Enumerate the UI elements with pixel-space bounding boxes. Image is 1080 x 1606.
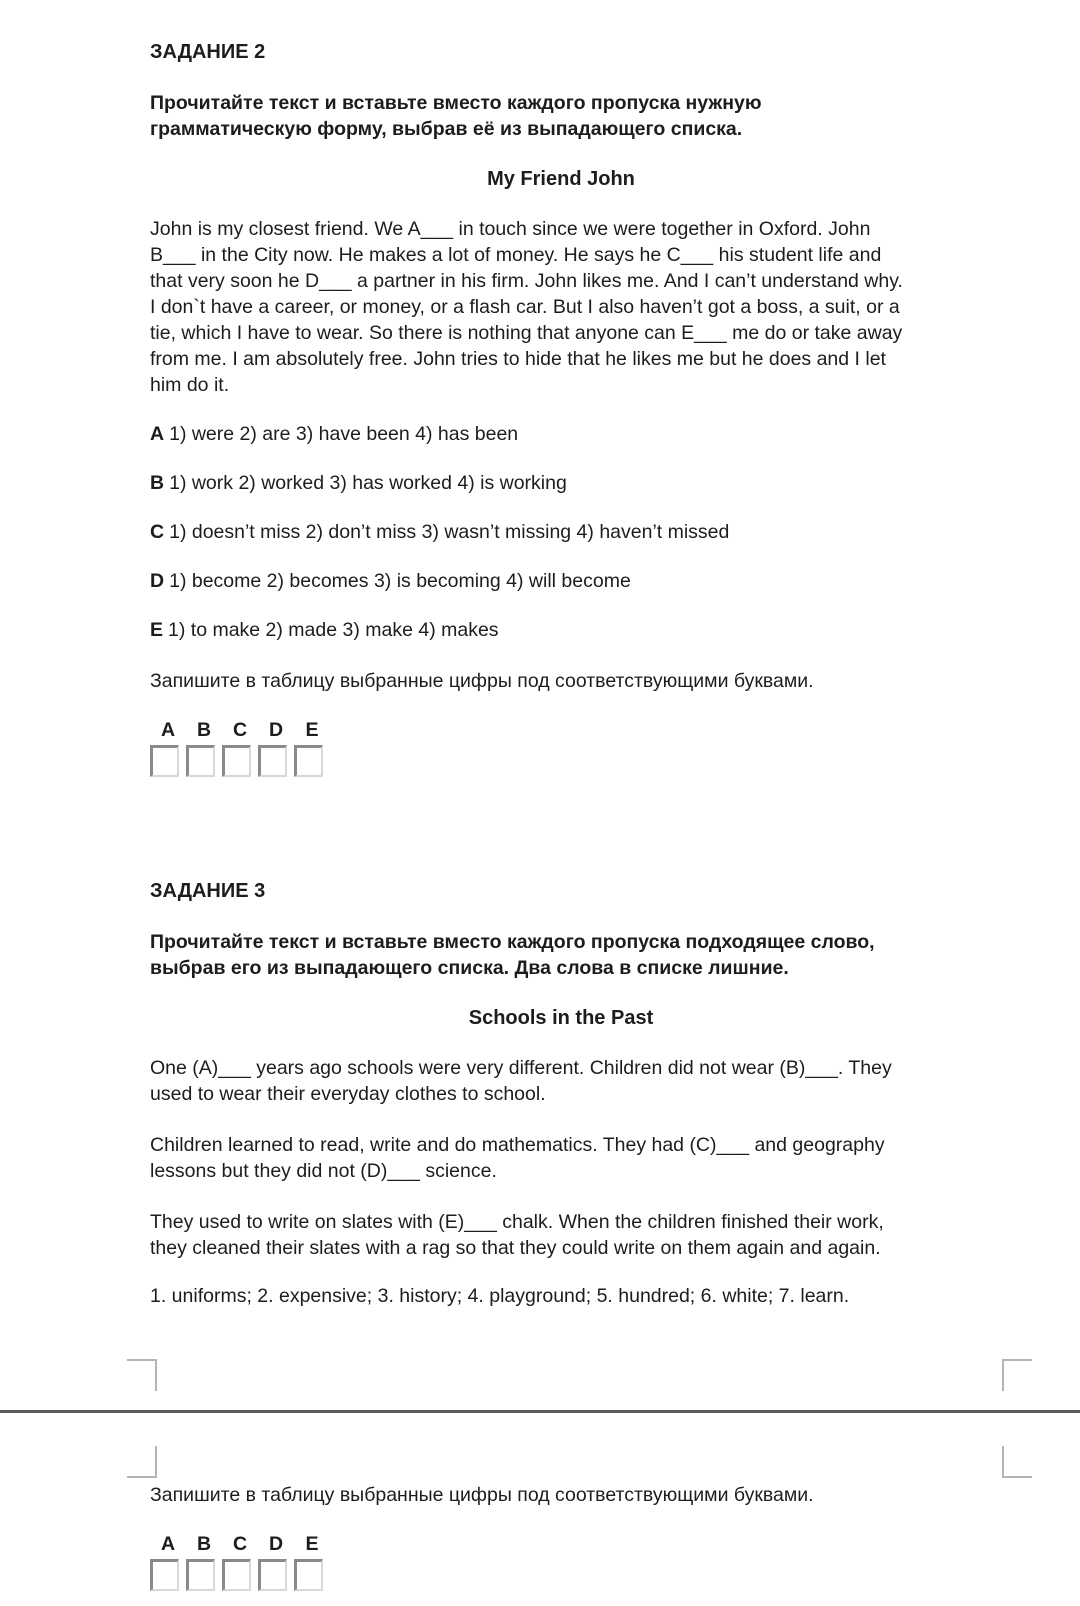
- task2-title: ЗАДАНИЕ 2: [150, 41, 266, 63]
- option-row-a: [150, 421, 972, 447]
- answer-letters-row: [150, 719, 972, 742]
- page-corner-mark: [1002, 1359, 1032, 1391]
- text-line: they cleaned their slates with a rag so that they could write on them again and again.: [150, 1237, 881, 1259]
- task2-answer-box-a[interactable]: [150, 745, 179, 777]
- task2-text-title: My Friend John: [487, 168, 635, 190]
- option-choices: 1) were 2) are 3) have been 4) has been: [169, 423, 519, 445]
- page1-content: [150, 0, 972, 1309]
- text-line: used to wear their everyday clothes to school.: [150, 1083, 546, 1105]
- task2-answer-table: [150, 719, 972, 777]
- task2-note: Запишите в таблицу выбранные цифры под соответствующими буквами.: [150, 670, 814, 692]
- task3-answer-box-e[interactable]: [294, 1559, 323, 1591]
- task3-answer-box-d[interactable]: [258, 1559, 287, 1591]
- task3-note: Запишите в таблицу выбранные цифры под соответствующими буквами.: [150, 1484, 814, 1506]
- option-choices: 1) doesn’t miss 2) don’t miss 3) wasn’t missing 4) haven’t missed: [169, 521, 730, 543]
- task2-answer-box-d[interactable]: [258, 745, 287, 777]
- option-row-c: [150, 519, 972, 545]
- task3-word-list: 1. uniforms; 2. expensive; 3. history; 4. playground; 5. hundred; 6. white; 7. learn.: [150, 1285, 850, 1307]
- answer-letter-e: E: [305, 1533, 319, 1555]
- task2-section: [150, 40, 972, 777]
- instruction-line: выбрав его из выпадающего списка. Два слова в списке лишние.: [150, 957, 789, 979]
- text-line: tie, which I have to wear. So there is nothing that anyone can E___ me do or take away: [150, 322, 903, 344]
- task3-answer-box-a[interactable]: [150, 1559, 179, 1591]
- text-line: Children learned to read, write and do mathematics. They had (C)___ and geography: [150, 1134, 885, 1156]
- text-line: One (A)___ years ago schools were very different. Children did not wear (B)___. They: [150, 1057, 892, 1079]
- option-letter: B: [150, 472, 165, 494]
- task2-instruction: [150, 90, 972, 142]
- instruction-line: Прочитайте текст и вставьте вместо каждого пропуска подходящее слово,: [150, 931, 875, 953]
- text-line: John is my closest friend. We A___ in touch since we were together in Oxford. John: [150, 218, 871, 240]
- answer-letter-e: E: [305, 719, 319, 741]
- option-letter: A: [150, 423, 165, 445]
- answer-letter-c: C: [232, 719, 248, 741]
- answer-letter-d: D: [268, 1533, 284, 1555]
- task3-section: [150, 879, 972, 1309]
- option-choices: 1) become 2) becomes 3) is becoming 4) will become: [169, 570, 631, 592]
- option-letter: C: [150, 521, 165, 543]
- answer-letter-d: D: [268, 719, 284, 741]
- task3-title: ЗАДАНИЕ 3: [150, 880, 266, 902]
- task2-answer-box-c[interactable]: [222, 745, 251, 777]
- page-corner-mark: [127, 1446, 157, 1478]
- option-letter: D: [150, 570, 165, 592]
- text-line: lessons but they did not (D)___ science.: [150, 1160, 497, 1182]
- text-line: him do it.: [150, 374, 230, 396]
- option-row-b: [150, 470, 972, 496]
- option-choices: 1) work 2) worked 3) has worked 4) is working: [169, 472, 567, 494]
- text-line: that very soon he D___ a partner in his firm. John likes me. And I can’t understand why.: [150, 270, 903, 292]
- page-corner-mark: [1002, 1446, 1032, 1478]
- task3-answer-table: [150, 1533, 972, 1591]
- task2-answer-box-b[interactable]: [186, 745, 215, 777]
- answer-letter-b: B: [196, 1533, 212, 1555]
- instruction-line: грамматическую форму, выбрав её из выпадающего списка.: [150, 118, 743, 140]
- task3-paragraph-3: [150, 1209, 972, 1261]
- option-letter: E: [150, 619, 164, 641]
- page-break-line: [0, 1410, 1080, 1413]
- text-line: B___ in the City now. He makes a lot of money. He says he C___ his student life and: [150, 244, 882, 266]
- task3-text-title: Schools in the Past: [468, 1007, 654, 1029]
- option-row-d: [150, 568, 972, 594]
- task3-paragraph-2: [150, 1132, 972, 1184]
- task3-instruction: [150, 929, 972, 981]
- option-choices: 1) to make 2) made 3) make 4) makes: [168, 619, 499, 641]
- task2-text: [150, 216, 972, 398]
- answer-boxes-row: [150, 1559, 972, 1591]
- answer-letter-a: A: [160, 1533, 176, 1555]
- answer-letter-b: B: [196, 719, 212, 741]
- task3-answer-box-b[interactable]: [186, 1559, 215, 1591]
- answer-letter-a: A: [160, 719, 176, 741]
- task2-answer-box-e[interactable]: [294, 745, 323, 777]
- task3-paragraph-1: [150, 1055, 972, 1107]
- page-corner-mark: [127, 1359, 157, 1391]
- answer-letter-c: C: [232, 1533, 248, 1555]
- text-line: from me. I am absolutely free. John tries to hide that he likes me but he does and I let: [150, 348, 886, 370]
- answer-boxes-row: [150, 745, 972, 777]
- option-row-e: [150, 617, 972, 643]
- task3-answer-box-c[interactable]: [222, 1559, 251, 1591]
- text-line: I don`t have a career, or money, or a flash car. But I also haven’t got a boss, a suit, or a: [150, 296, 900, 318]
- answer-letters-row: [150, 1533, 972, 1556]
- instruction-line: Прочитайте текст и вставьте вместо каждого пропуска нужную: [150, 92, 762, 114]
- text-line: They used to write on slates with (E)___ chalk. When the children finished their work,: [150, 1211, 884, 1233]
- page2-content: [150, 1482, 972, 1591]
